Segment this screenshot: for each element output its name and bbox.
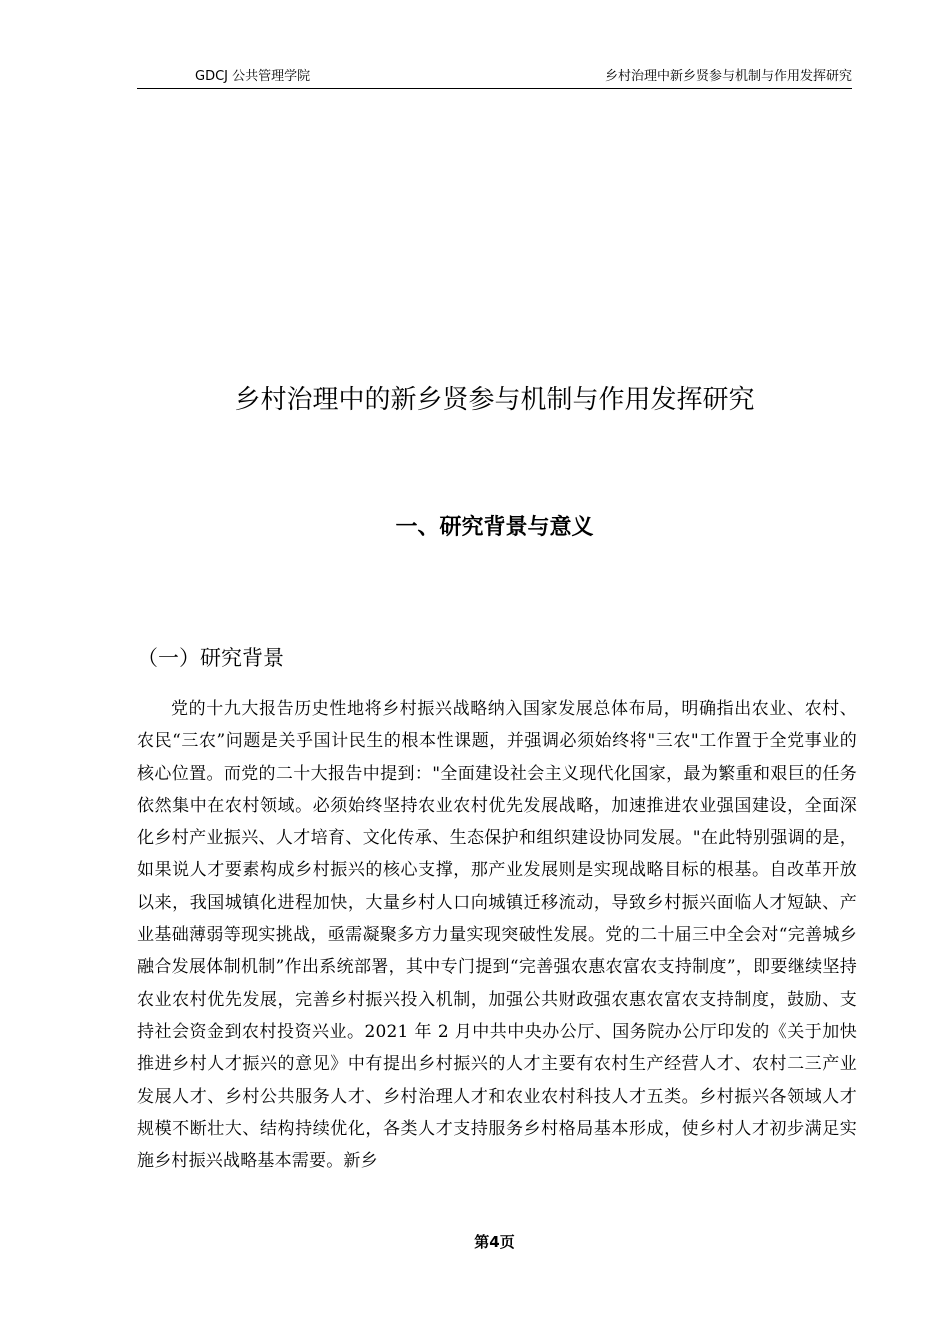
subsection-heading: （一）研究背景 (137, 646, 284, 670)
section-heading: 一、研究背景与意义 (395, 515, 594, 540)
header-divider (137, 88, 852, 89)
page-number: 第4页 (474, 1233, 515, 1251)
page-header (137, 68, 852, 86)
header-running-title: 乡村治理中新乡贤参与机制与作用发挥研究 (604, 69, 852, 84)
document-title: 乡村治理中的新乡贤参与机制与作用发挥研究 (234, 385, 755, 415)
body-paragraph: 党的十九大报告历史性地将乡村振兴战略纳入国家发展总体布局，明确指出农业、农村、农民“三农”问题是关乎国计民生的根本性课题，并强调必须始终将"三农"工作置于全党事业的核心位置。而党的二十大报告中提到："全面建设社会主义现代化国家，最为繁重和艰巨的任务依然集中在农村领域。必须始终坚持农业农村优先发展战略，加速推进农业强国建设，全面深化乡村产业振兴、人才培育、文化传承、生态保护和组织建设协同发展。"在此特别强调的是，如果说人才要素构成乡村振兴的核心支撑，那产业发展则是实现战略目标的根基。自改革开放以来，我国城镇化进程加快，大量乡村人口向城镇迁移流动，导致乡村振兴面临人才短缺、产业基础薄弱等现实挑战，亟需凝聚多方力量实现突破性发展。党的二十届三中全会对“完善城乡融合发展体制机制”作出系统部署，其中专门提到“完善强农惠农富农支持制度”，即要继续坚持农业农村优先发展，完善乡村振兴投入机制，加强公共财政强农惠农富农支持制度，鼓励、支持社会资金到农村投资兴业。2021 年 2 月中共中央办公厅、国务院办公厅印发的《关于加快推进乡村人才振兴的意见》中有提出乡村振兴的人才主要有农村生产经营人才、农村二三产业发展人才、乡村公共服务人才、乡村治理人才和农业农村科技人才五类。乡村振兴各领域人才规模不断壮大、结构持续优化，各类人才支持服务乡村格局基本形成，使乡村人才初步满足实施乡村振兴战略基本需要。新乡 (137, 699, 857, 1172)
header-institution: GDCJ 公共管理学院 (195, 69, 311, 84)
